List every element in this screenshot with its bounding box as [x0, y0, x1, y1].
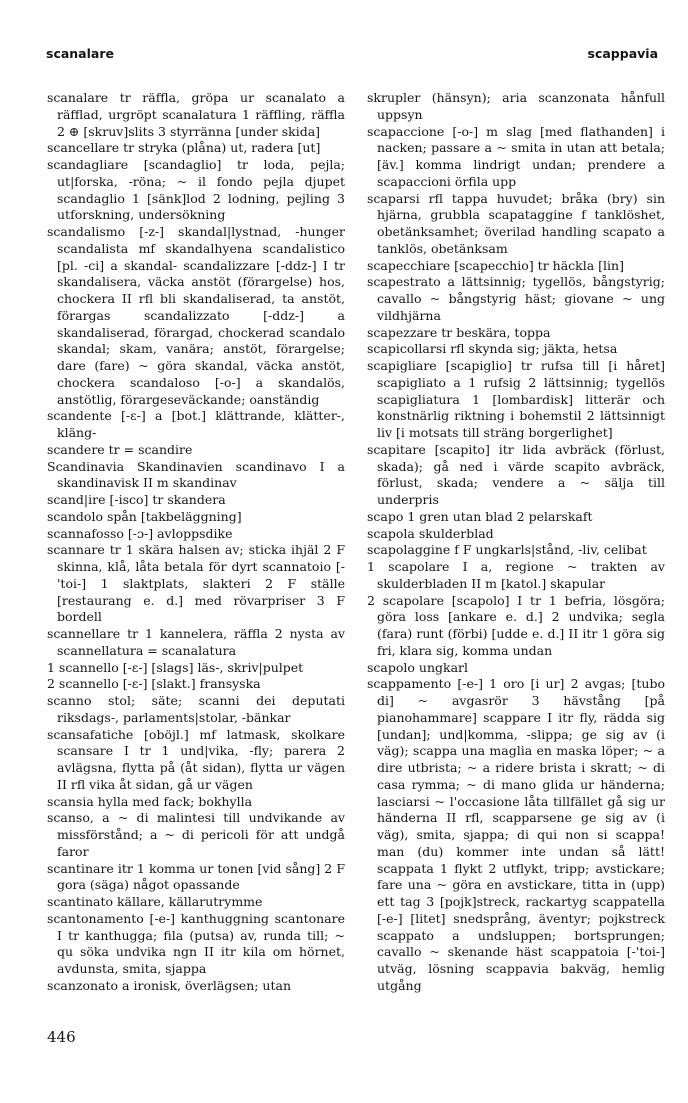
page-number: 446 — [47, 1028, 76, 1046]
dictionary-entry: scapitare [scapito] itr lida avbräck (förlust, skada); gå ned i värde scapito avbräck, förlust, skada; vendere a ~ sälja till underpris — [367, 441, 665, 507]
dictionary-entry: scanno stol; säte; scanni dei deputati riksdags-, parlaments|stolar, -bänkar — [47, 693, 345, 725]
dictionary-entry: scappamento [-e-] 1 oro [i ur] 2 avgas; [tubo di] ~ avgasrör 3 hävstång [på pianohammare] scappare I itr fly, rädda sig [undan]; und|komma, -slippa; ge sig av (i väg); scappa una maglia en maska löper; ~ a dire utbrista; ~ a ridere brista i skratt; ~ di casa rymma; ~ di mano glida ur händerna; lasciarsi ~ l'occasione låta tillfället gå sig ur händerna II rfl, scapparsene ge sig av (i väg), smita, sjappa; di qui non si scappa! man (du) kommer inte undan så lätt! scappata 1 flykt 2 utflykt, tripp; avstickare; fare una ~ göra en avstickare, titta in (upp) ett tag 3 [pojk]streck, rackartyg scappatella [-e-] [litet] snedsprång, äventyr; pojkstreck scappato a undsluppen; bortsprungen; cavallo ~ skenande häst scappatoia [-'toi-] utväg, lösning scappavia bakväg, hemlig utgång — [367, 676, 665, 993]
dictionary-entry: Scandinavia Skandinavien scandinavo I a skandinavisk II m skandinav — [47, 458, 345, 491]
right-column — [367, 90, 665, 995]
dictionary-entry: scapigliare [scapiglio] tr rufsa till [i håret] scapigliato a 1 rufsig 2 lättsinnig; tygellös scapigliatura 1 [lombardisk] litterär och konstnärlig riktning i bohemstil 2 lättsinnigt liv [i motsats till sträng borgerlighet] — [367, 358, 665, 440]
dictionary-entry: scapezzare tr beskära, toppa — [367, 324, 551, 340]
guide-word-left: scanalare — [46, 46, 114, 61]
dictionary-entry: 1 scapolare I a, regione ~ trakten av skulderbladen II m [katol.] skapular — [367, 559, 665, 591]
dictionary-entry: scapicollarsi rfl skynda sig; jäkta, hetsa — [367, 341, 618, 357]
dictionary-entry: scandalismo [-z-] skandal|lystnad, -hunger scandalista mf skandalhyena scandalistico [pl. -ci] a skandal- scandalizzare [-ddz-] I tr skandalisera, väcka anstöt (förargelse) hos, chockera II rfl bli skandaliserad, ta anstöt, förargas scandalizzato [-ddz-] a skandaliserad, förargad, chockerad scandalo skandal; skam, vanära; anstöt, förargelse; dare (fare) ~ göra skandal, väcka anstöt, chockera scandaloso [-o-] a skandalös, anstötlig, förargeseväckande; oanständig — [47, 224, 345, 407]
dictionary-entry: scanzonato a ironisk, överlägsen; utan — [47, 977, 292, 993]
dictionary-entry: scapolo ungkarl — [367, 659, 468, 675]
dictionary-entry: 2 scapolare [scapolo] I tr 1 befria, lösgöra; göra loss [ankare e. d.] 2 undvika; segla (fara) runt (förbi) [udde e. d.] II itr 1 göra sig fri, klara sig, komma undan — [367, 592, 665, 658]
dictionary-entry: skrupler (hänsyn); aria scanzonata hånfull uppsyn — [367, 90, 665, 122]
dictionary-entry: 2 scannello [-ɛ-] [slakt.] fransyska — [47, 676, 261, 692]
dictionary-entry: scapola skulderblad — [367, 525, 494, 541]
running-header — [0, 46, 688, 66]
dictionary-entry: scansafatiche [oböjl.] mf latmask, skolkare scansare I tr 1 und|vika, -fly; parera 2 avlägsna, flytta på (åt sidan), flytta ur vägen II rfl vika åt sidan, gå ur vägen — [47, 726, 345, 792]
dictionary-entry: scannellare tr 1 kannelera, räffla 2 nysta av scannellatura = scanalatura — [47, 626, 345, 658]
dictionary-entry: scantinato källare, källarutrymme — [47, 894, 263, 909]
dictionary-entry: scantinare itr 1 komma ur tonen [vid sång] 2 F gora (säga) något opassande — [47, 860, 345, 893]
dictionary-entry: scanso, a ~ di malintesi till undvikande av missförstånd; a ~ di pericoli för att undgå faror — [47, 810, 345, 859]
dictionary-entry: scapaccione [-o-] m slag [med flathanden] i nacken; passare a ~ smita in utan att betala; [äv.] komma lindrigt undan; prendere a scapaccioni örfila upp — [367, 123, 665, 189]
dictionary-entry: scapo 1 gren utan blad 2 pelarskaft — [367, 508, 593, 524]
left-column — [47, 90, 345, 995]
dictionary-entry: scansia hylla med fack; bokhylla — [47, 793, 253, 809]
dictionary-entry: scandere tr = scandire — [47, 441, 193, 457]
dictionary-entry: scapecchiare [scapecchio] tr häckla [lin] — [367, 257, 624, 273]
dictionary-entry: scannafosso [-ɔ-] avloppsdike — [47, 525, 233, 541]
guide-word-right: scappavia — [587, 46, 658, 61]
dictionary-entry: scapolaggine f F ungkarls|stånd, -liv, celibat — [367, 542, 647, 558]
dictionary-entry: scaparsi rfl tappa huvudet; bråka (bry) sin hjärna, grubbla scapataggine f tanklöshet, obetänksamhet; överilad handling scapato a tanklös, obetänksam — [367, 190, 665, 256]
dictionary-entry: scancellare tr stryka (plåna) ut, radera [ut] — [47, 140, 321, 156]
dictionary-entry: scapestrato a lättsinnig; tygellös, bångstyrig; cavallo ~ bångstyrig häst; giovane ~ ung vildhjärna — [367, 274, 665, 323]
dictionary-entry: scantonamento [-e-] kanthuggning scantonare I tr kanthugga; fila (putsa) av, runda till; ~ qu söka undvika ngn II itr kila om hörnet, avdunsta, smita, sjappa — [47, 910, 345, 976]
dictionary-entry: scandolo spån [takbeläggning] — [47, 508, 242, 524]
dictionary-entry: scannare tr 1 skära halsen av; sticka ihjäl 2 F skinna, klå, låta betala för dyrt scannatoio [-'toi-] 1 slaktplats, slakteri 2 F ställe [restaurang e. d.] med rövarpriser 3 F bordell — [47, 542, 345, 625]
dictionary-entry: scanalare tr räffla, gröpa ur scanalato a räfflad, urgröpt scanalatura 1 räffling, räffla 2 ⊕ [skruv]slits 3 styrränna [under skida] — [47, 90, 345, 139]
dictionary-entry: scandagliare [scandaglio] tr loda, pejla; ut|forska, -röna; ~ il fondo pejla djupet scandaglio 1 [sänk]lod 2 lodning, pejling 3 utforskning, undersökning — [47, 157, 345, 223]
dictionary-entry: 1 scannello [-ɛ-] [slags] läs-, skriv|pulpet — [47, 659, 304, 675]
dictionary-entry: scand|ire [-isco] tr skandera — [47, 492, 226, 507]
dictionary-entry: scandente [-ɛ-] a [bot.] klättrande, klätter-, kläng- — [47, 408, 345, 440]
